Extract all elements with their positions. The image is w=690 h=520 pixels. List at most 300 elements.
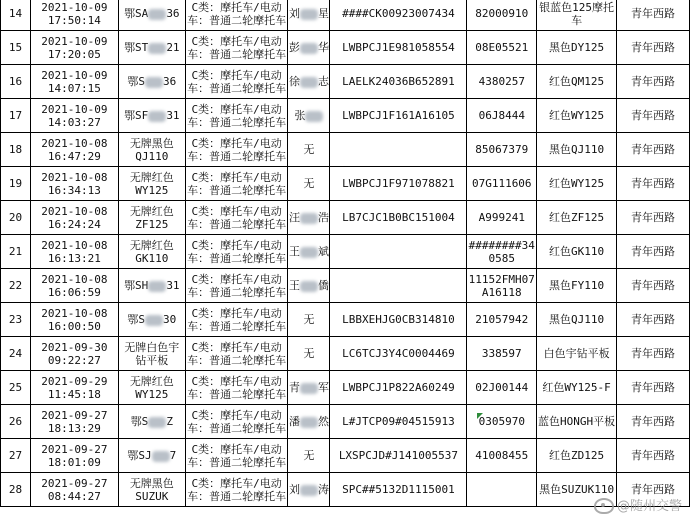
- row-number: 25: [1, 371, 31, 405]
- owner-cell: [288, 133, 330, 167]
- weibo-icon: [594, 498, 614, 514]
- vehicle-type: C类：摩托车/电动车：普通二轮摩托车: [187, 408, 287, 435]
- road-name: 青年西路: [631, 7, 676, 20]
- engine-cell: [467, 65, 537, 99]
- row-number: 16: [1, 65, 31, 99]
- plate-suffix: 30: [163, 313, 177, 326]
- redaction-blur: [300, 281, 318, 292]
- plate-line-2: QJ110: [135, 149, 169, 163]
- redaction-blur: [300, 247, 318, 258]
- vehicle-model: 红色WY125-F: [542, 381, 611, 394]
- time: 16:34:13: [47, 183, 101, 197]
- row-number: 15: [1, 31, 31, 65]
- vehicle-model: 黑色SUZUK110: [539, 483, 615, 496]
- datetime-cell: [30, 201, 118, 235]
- vehicle-model: 白色宇钻平板: [543, 347, 610, 360]
- vin-cell: [330, 439, 467, 473]
- type-cell: [185, 167, 288, 201]
- vin-number: L#JTCP09#04515913: [342, 415, 455, 428]
- model-cell: [537, 235, 617, 269]
- row-number: 17: [1, 99, 31, 133]
- plate-cell: [118, 65, 185, 99]
- owner-given: 志: [317, 75, 329, 88]
- road-cell: [617, 133, 690, 167]
- owner-surname: 无: [303, 177, 315, 190]
- plate-line-1: 无牌红色: [129, 170, 174, 184]
- vehicle-model: 红色ZD125: [549, 449, 605, 462]
- type-cell: [185, 473, 288, 507]
- vehicle-model: 银蓝色125摩托车: [539, 0, 615, 27]
- plate-cell: [118, 31, 185, 65]
- vehicle-type: C类：摩托车/电动车：普通二轮摩托车: [187, 374, 287, 401]
- road-name: 青年西路: [631, 415, 676, 428]
- vehicle-model: 红色QM125: [549, 75, 605, 88]
- road-name: 青年西路: [631, 143, 676, 156]
- time: 17:20:05: [47, 47, 101, 61]
- owner-surname: 刘: [288, 483, 300, 496]
- owner-surname: 王: [288, 279, 300, 292]
- redaction-blur: [152, 451, 170, 462]
- plate-suffix: 36: [166, 7, 180, 20]
- redaction-blur: [300, 43, 318, 54]
- road-name: 青年西路: [631, 75, 676, 88]
- engine-number: 07G111606: [471, 177, 532, 190]
- row-number: 27: [1, 439, 31, 473]
- vehicle-type: C类：摩托车/电动车：普通二轮摩托车: [187, 170, 287, 197]
- road-name: 青年西路: [631, 177, 676, 190]
- vehicle-model: 蓝色HONGH平板: [538, 415, 616, 428]
- road-name: 青年西路: [631, 449, 676, 462]
- table-row: [1, 269, 690, 303]
- vehicle-type: C类：摩托车/电动车：普通二轮摩托车: [187, 34, 287, 61]
- owner-cell: [288, 303, 330, 337]
- plate-prefix: 鄂SJ: [127, 449, 152, 462]
- road-name: 青年西路: [631, 381, 676, 394]
- table-row: [1, 303, 690, 337]
- redaction-blur: [300, 383, 318, 394]
- road-cell: [617, 201, 690, 235]
- engine-number: 11152FMH07A16118: [468, 272, 535, 299]
- vehicle-model: 黑色QJ110: [549, 313, 605, 326]
- engine-cell: [467, 269, 537, 303]
- table-row: [1, 371, 690, 405]
- vehicle-type: C类：摩托车/电动车：普通二轮摩托车: [187, 476, 287, 503]
- engine-cell: [467, 405, 537, 439]
- plate-prefix: 鄂SH: [124, 279, 149, 292]
- plate-cell: [118, 439, 185, 473]
- date: 2021-10-09: [41, 34, 108, 48]
- plate-cell: [118, 303, 185, 337]
- time: 11:45:18: [47, 387, 101, 401]
- plate-line-1: 无牌红色: [129, 374, 174, 388]
- engine-number: 41008455: [475, 449, 529, 462]
- owner-cell: [288, 473, 330, 507]
- road-cell: [617, 337, 690, 371]
- vehicle-model: 黑色QJ110: [549, 143, 605, 156]
- model-cell: [537, 201, 617, 235]
- time: 16:06:59: [47, 285, 101, 299]
- row-number: 22: [1, 269, 31, 303]
- vin-cell: [330, 65, 467, 99]
- vehicle-type: C类：摩托车/电动车：普通二轮摩托车: [187, 238, 287, 265]
- redaction-blur: [300, 417, 318, 428]
- row-number: 19: [1, 167, 31, 201]
- owner-surname: 潘: [288, 415, 300, 428]
- table-row: [1, 133, 690, 167]
- road-name: 青年西路: [631, 483, 676, 496]
- engine-number: A999241: [478, 211, 525, 224]
- model-cell: [537, 405, 617, 439]
- owner-given: 华: [317, 41, 329, 54]
- plate-line-1: 无牌红色: [129, 238, 174, 252]
- table-row: [1, 405, 690, 439]
- engine-number: 338597: [481, 347, 522, 360]
- vehicle-model: 黑色DY125: [549, 41, 605, 54]
- road-name: 青年西路: [631, 347, 676, 360]
- road-cell: [617, 0, 690, 31]
- owner-cell: [288, 269, 330, 303]
- time: 18:01:09: [47, 455, 101, 469]
- vehicle-type: C类：摩托车/电动车：普通二轮摩托车: [187, 340, 287, 367]
- datetime-cell: [30, 405, 118, 439]
- redaction-blur: [300, 485, 318, 496]
- datetime-cell: [30, 99, 118, 133]
- owner-given: 涛: [317, 483, 329, 496]
- vehicle-type: C类：摩托车/电动车：普通二轮摩托车: [187, 136, 287, 163]
- owner-cell: [288, 0, 330, 31]
- redaction-blur: [148, 111, 166, 122]
- road-cell: [617, 303, 690, 337]
- engine-number: 0305970: [478, 415, 525, 428]
- time: 14:03:27: [47, 115, 101, 129]
- plate-cell: [118, 473, 185, 507]
- plate-suffix: 31: [166, 109, 180, 122]
- owner-surname: 无: [303, 143, 315, 156]
- vin-number: LB7CJC1B0BC151004: [342, 211, 455, 224]
- vin-number: ####CK00923007434: [342, 7, 455, 20]
- redaction-blur: [148, 281, 166, 292]
- date: 2021-10-08: [41, 136, 108, 150]
- datetime-cell: [30, 269, 118, 303]
- engine-number: 4380257: [478, 75, 525, 88]
- vin-number: LWBPCJ1F971078821: [342, 177, 455, 190]
- datetime-cell: [30, 133, 118, 167]
- owner-surname: 汪: [288, 211, 300, 224]
- date: 2021-10-08: [41, 204, 108, 218]
- owner-given: 军: [317, 381, 329, 394]
- model-cell: [537, 269, 617, 303]
- plate-cell: [118, 0, 185, 31]
- table-row: [1, 65, 690, 99]
- type-cell: [185, 269, 288, 303]
- vin-cell: [330, 405, 467, 439]
- model-cell: [537, 303, 617, 337]
- redaction-blur: [300, 213, 318, 224]
- vehicle-model: 红色GK110: [549, 245, 605, 258]
- engine-cell: [467, 303, 537, 337]
- row-number: 21: [1, 235, 31, 269]
- plate-prefix: 鄂S: [127, 313, 145, 326]
- vin-cell: [330, 99, 467, 133]
- road-cell: [617, 235, 690, 269]
- engine-number: 21057942: [475, 313, 529, 326]
- engine-cell: [467, 201, 537, 235]
- plate-suffix: 36: [163, 75, 177, 88]
- plate-prefix: 鄂SF: [124, 109, 149, 122]
- plate-line-2: SUZUK: [135, 489, 169, 503]
- datetime-cell: [30, 65, 118, 99]
- vin-number: LC6TCJ3Y4C0004469: [342, 347, 455, 360]
- date: 2021-09-27: [41, 408, 108, 422]
- table-row: [1, 235, 690, 269]
- type-cell: [185, 405, 288, 439]
- engine-cell: [467, 167, 537, 201]
- redaction-blur: [148, 43, 166, 54]
- vehicle-type: C类：摩托车/电动车：普通二轮摩托车: [187, 102, 287, 129]
- plate-line-1: 无牌黑色: [129, 476, 174, 490]
- time: 16:24:24: [47, 217, 101, 231]
- row-number: 28: [1, 473, 31, 507]
- date: 2021-09-29: [41, 374, 108, 388]
- plate-suffix: 31: [166, 279, 180, 292]
- plate-line-1: 无牌红色: [129, 204, 174, 218]
- time: 18:13:29: [47, 421, 101, 435]
- model-cell: [537, 99, 617, 133]
- vehicle-type: C类：摩托车/电动车：普通二轮摩托车: [187, 204, 287, 231]
- road-cell: [617, 269, 690, 303]
- type-cell: [185, 201, 288, 235]
- time: 17:50:14: [47, 13, 101, 27]
- type-cell: [185, 371, 288, 405]
- model-cell: [537, 65, 617, 99]
- road-name: 青年西路: [631, 313, 676, 326]
- model-cell: [537, 439, 617, 473]
- vin-cell: [330, 0, 467, 31]
- road-name: 青年西路: [631, 41, 676, 54]
- date: 2021-10-08: [41, 238, 108, 252]
- plate-line-2: 钻平板: [135, 353, 169, 367]
- table-body: [1, 0, 690, 507]
- engine-number: 02J00144: [475, 381, 529, 394]
- engine-cell: [467, 337, 537, 371]
- vehicle-model: 红色WY125: [549, 109, 605, 122]
- date: 2021-10-08: [41, 306, 108, 320]
- vehicle-type: C类：摩托车/电动车：普通二轮摩托车: [187, 442, 287, 469]
- table-row: [1, 337, 690, 371]
- row-number: 23: [1, 303, 31, 337]
- date: 2021-10-09: [41, 102, 108, 116]
- model-cell: [537, 133, 617, 167]
- plate-cell: [118, 337, 185, 371]
- row-number: 14: [1, 0, 31, 31]
- owner-cell: [288, 405, 330, 439]
- time: 09:22:27: [47, 353, 101, 367]
- owner-cell: [288, 371, 330, 405]
- road-cell: [617, 31, 690, 65]
- plate-line-1: 无牌白色宇: [124, 340, 180, 354]
- engine-cell: [467, 31, 537, 65]
- time: 16:47:29: [47, 149, 101, 163]
- table-row: [1, 201, 690, 235]
- datetime-cell: [30, 167, 118, 201]
- plate-suffix: 21: [166, 41, 180, 54]
- engine-cell: [467, 439, 537, 473]
- owner-given: 星: [317, 7, 329, 20]
- table-row: [1, 167, 690, 201]
- engine-cell: [467, 0, 537, 31]
- vehicle-type: C类：摩托车/电动车：普通二轮摩托车: [187, 272, 287, 299]
- table-row: [1, 439, 690, 473]
- owner-given: 僑: [317, 279, 329, 292]
- owner-given: 浩: [317, 211, 329, 224]
- plate-prefix: 鄂S: [127, 75, 145, 88]
- model-cell: [537, 337, 617, 371]
- owner-surname: 徐: [288, 75, 300, 88]
- plate-cell: [118, 99, 185, 133]
- row-number: 20: [1, 201, 31, 235]
- vin-cell: [330, 133, 467, 167]
- plate-cell: [118, 167, 185, 201]
- vin-cell: [330, 167, 467, 201]
- datetime-cell: [30, 371, 118, 405]
- plate-cell: [118, 405, 185, 439]
- type-cell: [185, 133, 288, 167]
- type-cell: [185, 303, 288, 337]
- date: 2021-10-09: [41, 0, 108, 14]
- plate-cell: [118, 371, 185, 405]
- plate-line-2: GK110: [135, 251, 169, 265]
- vin-cell: [330, 269, 467, 303]
- vin-number: LWBPCJ1E981058554: [342, 41, 455, 54]
- redaction-blur: [145, 77, 163, 88]
- plate-line-1: 无牌黑色: [129, 136, 174, 150]
- time: 14:07:15: [47, 81, 101, 95]
- plate-prefix: 鄂SA: [124, 7, 149, 20]
- time: 16:13:21: [47, 251, 101, 265]
- plate-line-2: WY125: [135, 387, 169, 401]
- vin-cell: [330, 473, 467, 507]
- type-cell: [185, 439, 288, 473]
- watermark-text: @随州交警: [616, 498, 682, 514]
- owner-surname: 王: [288, 245, 300, 258]
- owner-cell: [288, 337, 330, 371]
- owner-surname: 无: [303, 449, 315, 462]
- datetime-cell: [30, 0, 118, 31]
- datetime-cell: [30, 31, 118, 65]
- table-row: [1, 31, 690, 65]
- model-cell: [537, 167, 617, 201]
- owner-cell: [288, 167, 330, 201]
- date: 2021-09-27: [41, 442, 108, 456]
- model-cell: [537, 0, 617, 31]
- type-cell: [185, 65, 288, 99]
- date: 2021-10-08: [41, 272, 108, 286]
- date: 2021-10-08: [41, 170, 108, 184]
- vin-number: SPC##5132D1115001: [342, 483, 455, 496]
- type-cell: [185, 337, 288, 371]
- plate-prefix: 鄂S: [130, 415, 149, 428]
- owner-cell: [288, 31, 330, 65]
- owner-given: 斌: [317, 245, 329, 258]
- owner-cell: [288, 201, 330, 235]
- owner-surname: 刘: [288, 7, 300, 20]
- engine-number: 06J8444: [478, 109, 525, 122]
- redaction-blur: [305, 111, 323, 122]
- type-cell: [185, 99, 288, 133]
- engine-cell: [467, 99, 537, 133]
- vehicle-type: C类：摩托车/电动车：普通二轮摩托车: [187, 68, 287, 95]
- road-cell: [617, 167, 690, 201]
- owner-surname: 彭: [288, 41, 300, 54]
- vehicle-model: 红色WY125: [549, 177, 605, 190]
- owner-given: 然: [317, 415, 329, 428]
- plate-cell: [118, 269, 185, 303]
- owner-surname: 无: [303, 347, 315, 360]
- plate-prefix: 鄂ST: [124, 41, 149, 54]
- datetime-cell: [30, 473, 118, 507]
- time: 16:00:50: [47, 319, 101, 333]
- datetime-cell: [30, 439, 118, 473]
- watermark: [594, 495, 682, 515]
- vin-cell: [330, 201, 467, 235]
- road-cell: [617, 405, 690, 439]
- time: 08:44:27: [47, 489, 101, 503]
- datetime-cell: [30, 235, 118, 269]
- plate-suffix: 7: [169, 449, 177, 462]
- vin-cell: [330, 371, 467, 405]
- row-number: 26: [1, 405, 31, 439]
- engine-number: 82000910: [475, 7, 529, 20]
- road-cell: [617, 439, 690, 473]
- vin-cell: [330, 337, 467, 371]
- vehicle-model: 黑色FY110: [549, 279, 605, 292]
- engine-cell: [467, 235, 537, 269]
- date: 2021-10-09: [41, 68, 108, 82]
- engine-number: ########340585: [468, 238, 535, 265]
- redaction-blur: [300, 9, 318, 20]
- road-name: 青年西路: [631, 109, 676, 122]
- plate-line-2: ZF125: [135, 217, 169, 231]
- road-name: 青年西路: [631, 245, 676, 258]
- vin-cell: [330, 31, 467, 65]
- vehicle-type: C类：摩托车/电动车：普通二轮摩托车: [187, 0, 287, 27]
- plate-line-2: WY125: [135, 183, 169, 197]
- road-cell: [617, 99, 690, 133]
- owner-cell: [288, 99, 330, 133]
- owner-cell: [288, 235, 330, 269]
- row-number: 18: [1, 133, 31, 167]
- vin-cell: [330, 303, 467, 337]
- redaction-blur: [300, 77, 318, 88]
- vin-number: LWBPCJ1F161A16105: [342, 109, 455, 122]
- engine-number: 85067379: [475, 143, 529, 156]
- plate-cell: [118, 133, 185, 167]
- model-cell: [537, 31, 617, 65]
- engine-cell: [467, 473, 537, 507]
- plate-cell: [118, 201, 185, 235]
- date: 2021-09-27: [41, 476, 108, 490]
- road-cell: [617, 371, 690, 405]
- table-row: [1, 0, 690, 31]
- datetime-cell: [30, 303, 118, 337]
- engine-cell: [467, 133, 537, 167]
- road-name: 青年西路: [631, 279, 676, 292]
- engine-number: 08E05521: [475, 41, 529, 54]
- owner-cell: [288, 65, 330, 99]
- vin-number: LAELK24036B652891: [342, 75, 455, 88]
- plate-suffix: Z: [166, 415, 173, 428]
- plate-cell: [118, 235, 185, 269]
